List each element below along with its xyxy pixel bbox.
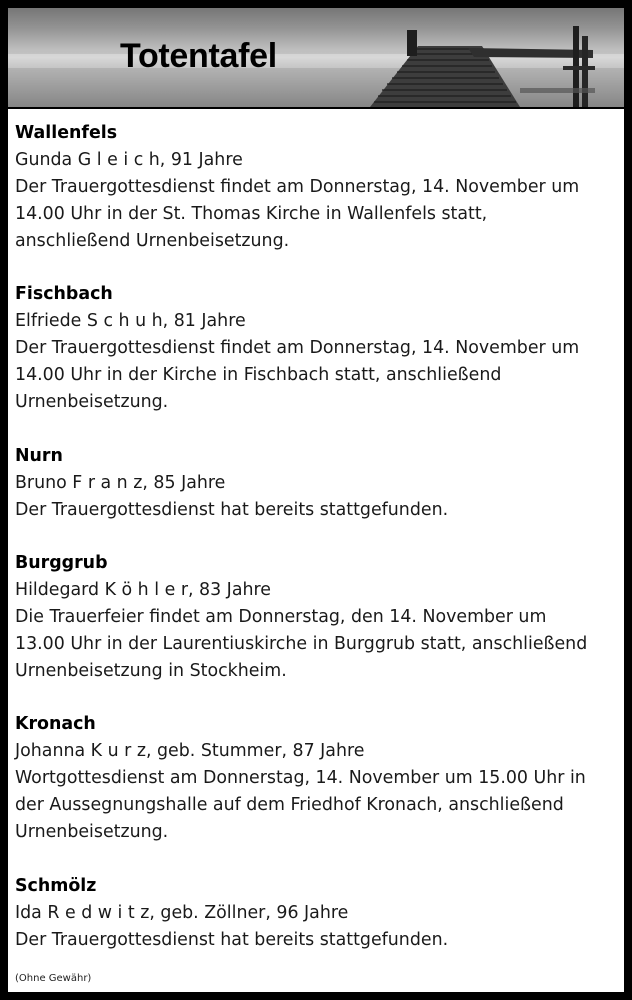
entry-place: Fischbach xyxy=(15,284,113,304)
entry-text: der Aussegnungshalle auf dem Friedhof Kronach, anschließend xyxy=(15,795,564,815)
obituary-list xyxy=(8,107,624,992)
entry-name: Elfriede S c h u h, 81 Jahre xyxy=(15,311,246,331)
obituary-entry-nurn xyxy=(15,443,619,524)
obituary-entry-fischbach xyxy=(15,281,619,416)
obituary-entry-kronach xyxy=(15,711,619,846)
obituary-entry-burggrub xyxy=(15,550,619,685)
entry-place: Nurn xyxy=(15,446,63,466)
entry-text: Urnenbeisetzung. xyxy=(15,822,169,842)
entry-text: anschließend Urnenbeisetzung. xyxy=(15,231,290,251)
obituary-entry-wallenfels xyxy=(15,120,619,255)
disclaimer-note: (Ohne Gewähr) xyxy=(15,973,92,984)
entry-place: Kronach xyxy=(15,714,96,734)
obituary-entry-schmoelz xyxy=(15,873,619,954)
header-banner xyxy=(8,8,624,107)
entry-text: 14.00 Uhr in der Kirche in Fischbach statt, anschließend xyxy=(15,365,502,385)
entry-text: 14.00 Uhr in der St. Thomas Kirche in Wallenfels statt, xyxy=(15,204,488,224)
entry-text: Urnenbeisetzung in Stockheim. xyxy=(15,661,287,681)
entry-name: Johanna K u r z, geb. Stummer, 87 Jahre xyxy=(15,741,365,761)
entry-text: 13.00 Uhr in der Laurentiuskirche in Burggrub statt, anschließend xyxy=(15,634,588,654)
entry-name: Gunda G l e i c h, 91 Jahre xyxy=(15,150,243,170)
entry-text: Die Trauerfeier findet am Donnerstag, den 14. November um xyxy=(15,607,547,627)
entry-text: Urnenbeisetzung. xyxy=(15,392,169,412)
entry-place: Wallenfels xyxy=(15,123,118,143)
entry-name: Ida R e d w i t z, geb. Zöllner, 96 Jahre xyxy=(15,903,349,923)
pier-photo-image xyxy=(8,8,624,107)
entry-text: Der Trauergottesdienst findet am Donnerstag, 14. November um xyxy=(15,338,580,358)
entry-place: Burggrub xyxy=(15,553,108,573)
entry-name: Bruno F r a n z, 85 Jahre xyxy=(15,473,226,493)
entry-text: Der Trauergottesdienst hat bereits stattgefunden. xyxy=(15,500,449,520)
entry-text: Der Trauergottesdienst findet am Donnerstag, 14. November um xyxy=(15,177,580,197)
page-title: Totentafel xyxy=(120,37,277,75)
entry-place: Schmölz xyxy=(15,876,97,896)
entry-name: Hildegard K ö h l e r, 83 Jahre xyxy=(15,580,271,600)
entry-text: Der Trauergottesdienst hat bereits stattgefunden. xyxy=(15,930,449,950)
entry-text: Wortgottesdienst am Donnerstag, 14. November um 15.00 Uhr in xyxy=(15,768,586,788)
